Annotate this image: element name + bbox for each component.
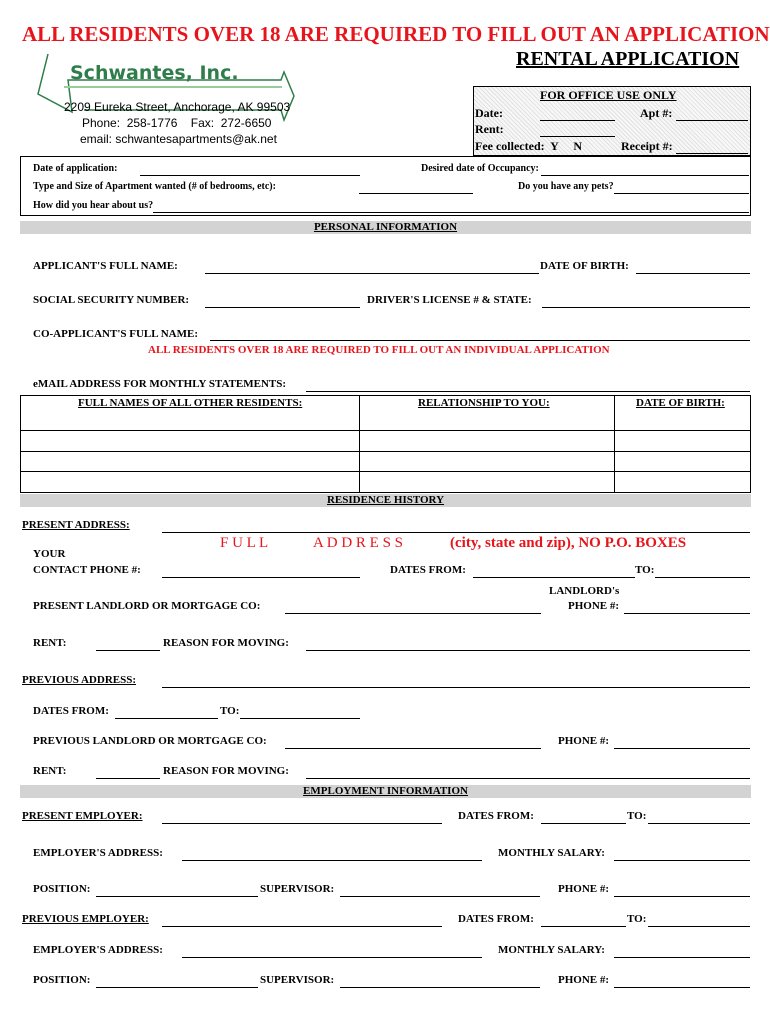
present-address-line[interactable] (162, 532, 750, 533)
applicant-name-line[interactable] (205, 273, 539, 274)
desired-date-line[interactable] (541, 175, 749, 176)
previous-address-line[interactable] (162, 687, 750, 688)
employer-dates-from-label: DATES FROM: (458, 810, 534, 822)
prev-monthly-salary-label: MONTHLY SALARY: (498, 944, 605, 956)
employer-address-label: EMPLOYER'S ADDRESS: (33, 847, 163, 859)
office-receipt-label: Receipt #: (621, 139, 673, 153)
contact-phone-label: CONTACT PHONE #: (33, 564, 141, 576)
prev-employer-address-line[interactable] (182, 957, 482, 958)
apartment-type-line[interactable] (359, 193, 473, 194)
position-label: POSITION: (33, 883, 91, 895)
pets-label: Do you have any pets? (518, 181, 614, 192)
individual-application-notice: ALL RESIDENTS OVER 18 ARE REQUIRED TO FILL OUT AN INDIVIDUAL APPLICATION (148, 344, 610, 356)
dates-to-label: TO: (635, 564, 655, 576)
present-address-label: PRESENT ADDRESS: (22, 519, 130, 531)
prev-employer-phone-line[interactable] (614, 987, 750, 988)
ssn-line[interactable] (205, 307, 360, 308)
prev-employer-phone-label: PHONE #: (558, 974, 610, 986)
heard-about-line[interactable] (153, 212, 749, 213)
resident-row-2[interactable] (22, 454, 748, 468)
office-use-title: FOR OFFICE USE ONLY (540, 88, 677, 102)
prev-reason-label: REASON FOR MOVING: (163, 765, 289, 777)
prev-dates-to-label: TO: (220, 705, 240, 717)
dates-from-label: DATES FROM: (390, 564, 466, 576)
prev-reason-line[interactable] (306, 778, 750, 779)
office-apt-line[interactable] (676, 120, 748, 121)
residence-history-banner: RESIDENCE HISTORY (20, 494, 751, 507)
resident-row-3[interactable] (22, 474, 748, 488)
present-landlord-line[interactable] (285, 613, 541, 614)
previous-landlord-label: PREVIOUS LANDLORD OR MORTGAGE CO: (33, 735, 267, 747)
top-notice: ALL RESIDENTS OVER 18 ARE REQUIRED TO FILL OUT AN APPLICATION (22, 22, 770, 46)
residents-table (20, 395, 751, 493)
dates-to-line[interactable] (655, 577, 750, 578)
prev-monthly-salary-line[interactable] (614, 957, 750, 958)
landlord-phone-label: PHONE #: (568, 600, 620, 612)
prev-supervisor-line[interactable] (340, 987, 540, 988)
prev-landlord-phone-label: PHONE #: (558, 735, 610, 747)
residents-header-dob: DATE OF BIRTH: (636, 397, 725, 409)
prev-employer-dates-from-line[interactable] (541, 926, 626, 927)
monthly-salary-line[interactable] (614, 860, 750, 861)
present-employer-label: PRESENT EMPLOYER: (22, 810, 143, 822)
supervisor-line[interactable] (340, 896, 540, 897)
employer-dates-to-label: TO: (627, 810, 647, 822)
personal-info-banner: PERSONAL INFORMATION (20, 221, 751, 234)
office-rent-label: Rent: (475, 122, 504, 136)
pets-line[interactable] (614, 193, 749, 194)
desired-date-label: Desired date of Occupancy: (421, 163, 539, 174)
office-receipt-line[interactable] (676, 153, 748, 154)
license-line[interactable] (542, 307, 750, 308)
present-employer-line[interactable] (162, 823, 442, 824)
prev-dates-to-line[interactable] (240, 718, 360, 719)
reason-line[interactable] (306, 650, 750, 651)
prev-rent-line[interactable] (96, 778, 160, 779)
office-date-label: Date: (475, 106, 503, 120)
prev-employer-dates-from-label: DATES FROM: (458, 913, 534, 925)
employer-phone-line[interactable] (614, 896, 750, 897)
company-name: Schwantes, Inc. (70, 62, 239, 84)
previous-employer-line[interactable] (162, 926, 442, 927)
office-date-line[interactable] (540, 120, 615, 121)
office-apt-label: Apt #: (640, 106, 673, 120)
apartment-type-label: Type and Size of Apartment wanted (# of bedrooms, etc): (33, 181, 276, 192)
date-of-application-line[interactable] (140, 175, 360, 176)
prev-supervisor-label: SUPERVISOR: (260, 974, 335, 986)
date-of-birth-label: DATE OF BIRTH: (540, 260, 629, 272)
date-of-application-label: Date of application: (33, 163, 118, 174)
prev-landlord-phone-line[interactable] (614, 748, 750, 749)
company-email: email: schwantesapartments@ak.net (80, 132, 277, 146)
previous-landlord-line[interactable] (285, 748, 541, 749)
heard-about-label: How did you hear about us? (33, 200, 154, 211)
reason-label: REASON FOR MOVING: (163, 637, 289, 649)
applicant-name-label: APPLICANT'S FULL NAME: (33, 260, 178, 272)
contact-phone-line[interactable] (162, 577, 360, 578)
employer-phone-label: PHONE #: (558, 883, 610, 895)
position-line[interactable] (96, 896, 258, 897)
date-of-birth-line[interactable] (636, 273, 750, 274)
landlord-phone-line[interactable] (624, 613, 750, 614)
previous-address-label: PREVIOUS ADDRESS: (22, 674, 136, 686)
employer-dates-from-line[interactable] (541, 823, 626, 824)
address-hint: (city, state and zip), NO P.O. BOXES (450, 535, 687, 551)
employer-address-line[interactable] (182, 860, 482, 861)
prev-employer-dates-to-label: TO: (627, 913, 647, 925)
residents-header-relationship: RELATIONSHIP TO YOU: (418, 397, 550, 409)
office-fee-label: Fee collected: Y N (475, 139, 583, 153)
ssn-label: SOCIAL SECURITY NUMBER: (33, 294, 190, 306)
co-applicant-label: CO-APPLICANT'S FULL NAME: (33, 328, 199, 340)
supervisor-label: SUPERVISOR: (260, 883, 335, 895)
residents-header-names: FULL NAMES OF ALL OTHER RESIDENTS: (78, 397, 303, 409)
rent-label: RENT: (33, 637, 67, 649)
prev-rent-label: RENT: (33, 765, 67, 777)
prev-dates-from-label: DATES FROM: (33, 705, 109, 717)
previous-employer-label: PREVIOUS EMPLOYER: (22, 913, 149, 925)
address-word-label: A D D R E S S (313, 535, 404, 551)
landlords-label: LANDLORD's (549, 585, 620, 597)
resident-row-1[interactable] (22, 433, 748, 447)
employer-dates-to-line[interactable] (648, 823, 750, 824)
prev-employer-dates-to-line[interactable] (648, 926, 750, 927)
present-landlord-label: PRESENT LANDLORD OR MORTGAGE CO: (33, 600, 261, 612)
your-label: YOUR (33, 548, 66, 560)
email-statements-label: eMAIL ADDRESS FOR MONTHLY STATEMENTS: (33, 378, 287, 390)
prev-dates-from-line[interactable] (115, 718, 218, 719)
company-phone-fax: Phone: 258-1776 Fax: 272-6650 (82, 116, 272, 130)
office-rent-line[interactable] (540, 136, 615, 137)
employment-banner: EMPLOYMENT INFORMATION (20, 785, 751, 798)
email-statements-line[interactable] (306, 391, 750, 392)
prev-position-line[interactable] (96, 987, 258, 988)
monthly-salary-label: MONTHLY SALARY: (498, 847, 605, 859)
prev-position-label: POSITION: (33, 974, 91, 986)
form-title: RENTAL APPLICATION (516, 48, 740, 70)
company-address: 2209 Eureka Street, Anchorage, AK 99503 (64, 100, 291, 114)
full-label: F U L L (220, 535, 269, 551)
license-label: DRIVER'S LICENSE # & STATE: (367, 294, 532, 306)
co-applicant-line[interactable] (210, 340, 750, 341)
rent-line[interactable] (96, 650, 160, 651)
prev-employer-address-label: EMPLOYER'S ADDRESS: (33, 944, 163, 956)
dates-from-line[interactable] (473, 577, 635, 578)
